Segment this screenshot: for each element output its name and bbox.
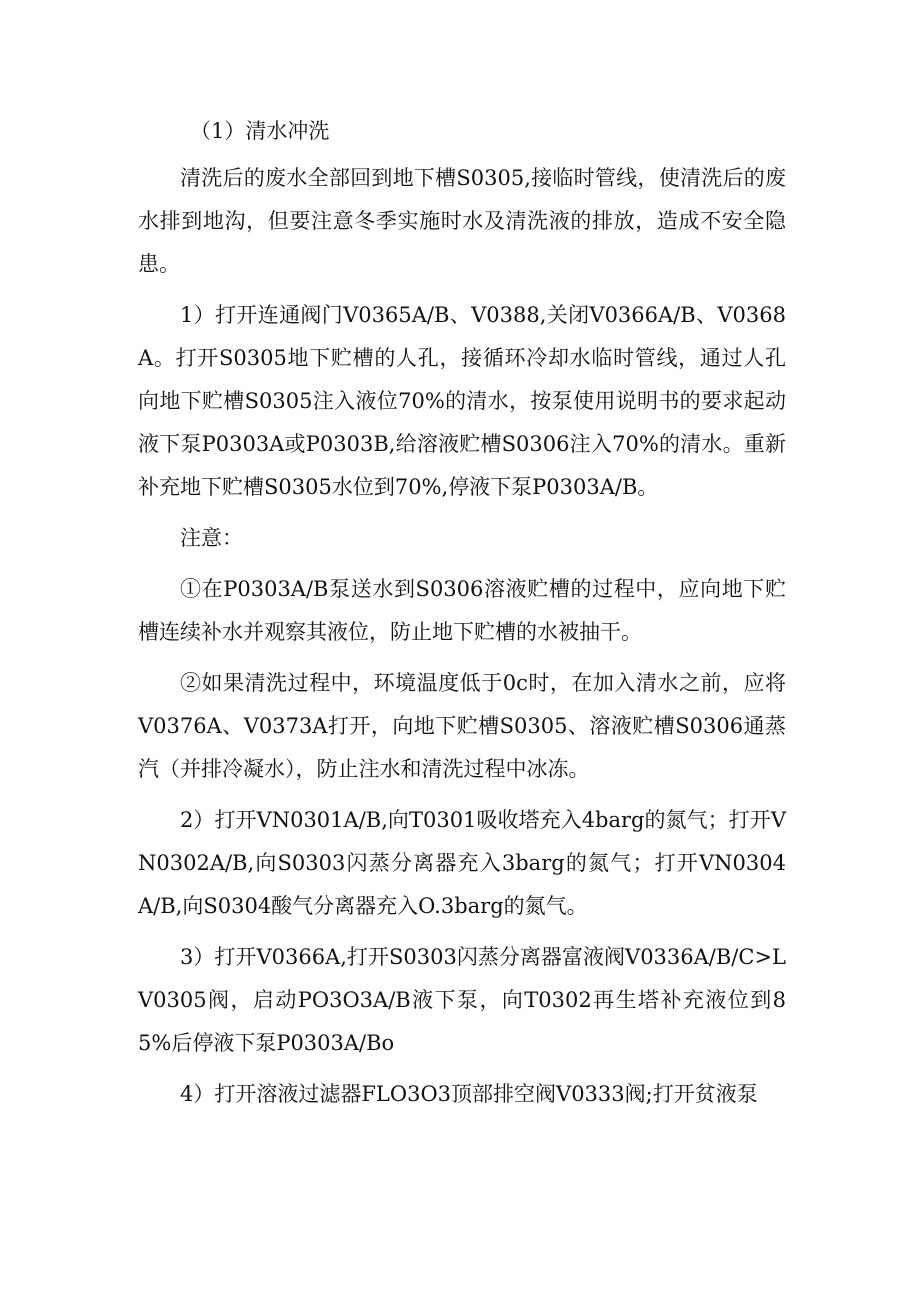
paragraph-step-2: 2）打开VN0301A/B,向T0301吸收塔充入4barg的氮气；打开VN0302A/B,向S0303闪蒸分离器充入3barg的氮气；打开VN0304A/B,向S0304酸气分离器充入O.3barg的氮气。 (138, 808, 786, 918)
paragraph-step-3: 3）打开V0366A,打开S0303闪蒸分离器富液阀V0336A/B/C>LV0305阀，启动PO3O3A/B液下泵，向T0302再生塔补充液位到85%后停液下泵P0303A/Bo (138, 945, 786, 1055)
section-heading: （1）清水冲洗 (190, 119, 330, 143)
paragraph-note-2: ②如果清洗过程中，环境温度低于0c时，在加入清水之前，应将V0376A、V0373A打开，向地下贮槽S0305、溶液贮槽S0306通蒸汽（并排冷凝水），防止注水和清洗过程中冰冻。 (138, 671, 786, 781)
paragraph-note-1: ①在P0303A/B泵送水到S0306溶液贮槽的过程中，应向地下贮槽连续补水并观察其液位，防止地下贮槽的水被抽干。 (138, 577, 786, 644)
document-body (138, 110, 786, 1116)
paragraph-wastewater: 清洗后的废水全部回到地下槽S0305,接临时管线，使清洗后的废水排到地沟，但要注意冬季实施时水及清洗液的排放，造成不安全隐患。 (138, 166, 786, 276)
paragraph-step-4: 4）打开溶液过滤器FLO3O3顶部排空阀V0333阀;打开贫液泵 (180, 1082, 758, 1106)
paragraph-step-1: 1）打开连通阀门V0365A/B、V0388,关闭V0366A/B、V0368A。打开S0305地下贮槽的人孔，接循环冷却水临时管线，通过人孔向地下贮槽S0305注入液位70%的清水，按泵使用说明书的要求起动液下泵P0303A或P0303B,给溶液贮槽S0306注入70%的清水。重新补充地下贮槽S0305水位到70%,停液下泵P0303A/B。 (138, 303, 786, 499)
paragraph-note-label: 注意： (180, 526, 243, 550)
